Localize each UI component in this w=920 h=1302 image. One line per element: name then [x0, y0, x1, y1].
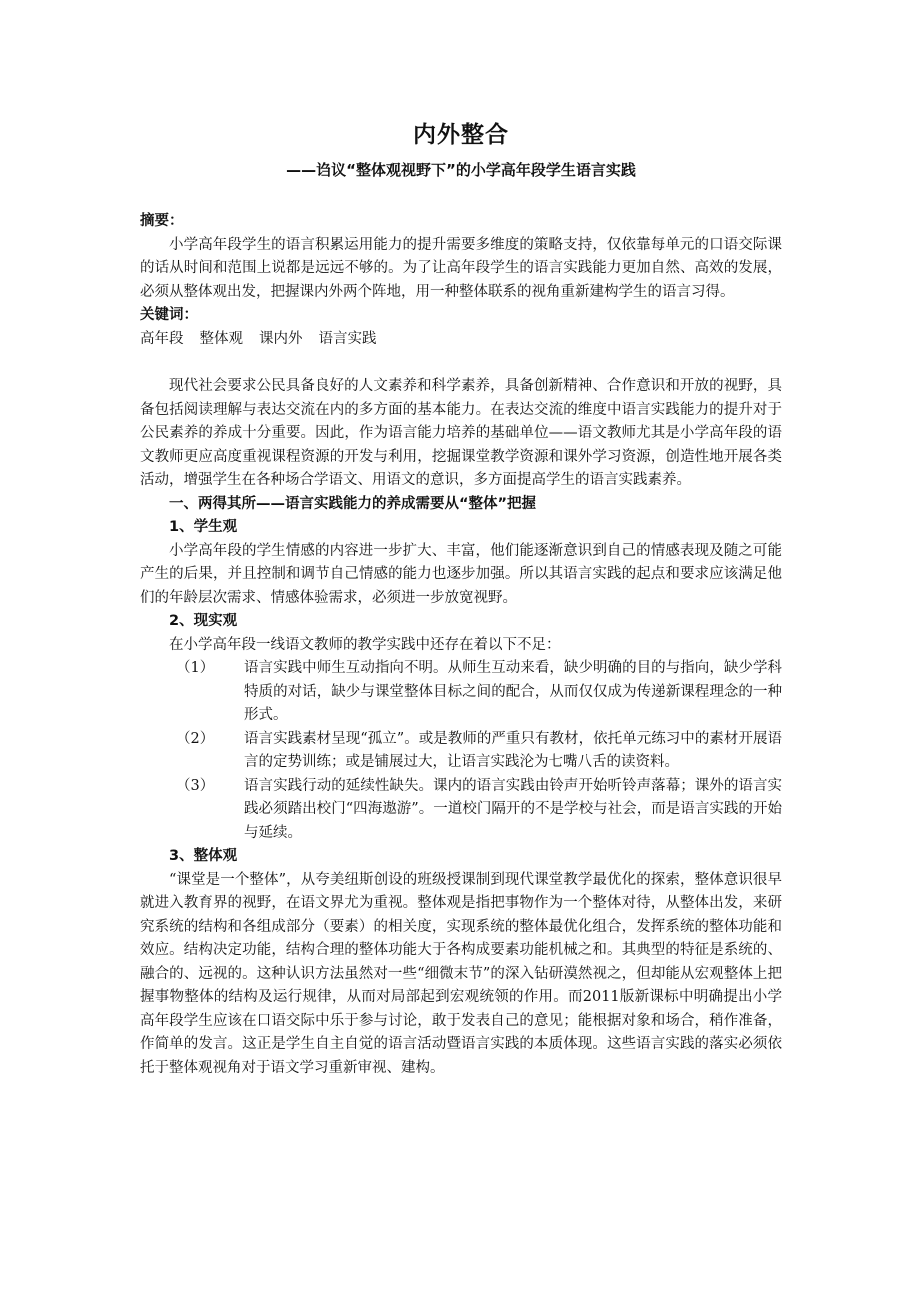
list-item-text: 语言实践行动的延续性缺失。课内的语言实践由铃声开始听铃声落幕；课外的语言实践必须踏出校门“四海遨游”。一道校门隔开的不是学校与社会，而是语言实践的开始与延续。 — [244, 777, 782, 841]
list-item — [140, 775, 782, 846]
subsection-paragraph: 在小学高年段一线语文教师的教学实践中还存在着以下不足： — [169, 636, 561, 653]
keywords-list — [140, 328, 782, 352]
keyword: 高年段 — [140, 330, 184, 347]
document-subtitle: ——诌议“整体观视野下”的小学高年段学生语言实践 — [286, 161, 636, 179]
list-item-text: 语言实践中师生互动指向不明。从师生互动来看，缺少明确的目的与指向，缺少学科特质的对话，缺少与课堂整体目标之间的配合，从而仅仅成为传递新课程理念的一种形式。 — [244, 660, 782, 723]
abstract-label: 摘要： — [140, 213, 184, 229]
subsection-paragraph: 小学高年段的学生情感的内容进一步扩大、丰富，他们能逐渐意识到自己的情感表现及随之可能产生的后果，并且控制和调节自己情感的能力也逐步加强。所以其语言实践的起点和要求应该满足他们的年龄层次需求、情感体验需求，必须进一步放宽视野。 — [140, 542, 782, 606]
document-title: 内外整合 — [413, 122, 509, 148]
subsection-heading: 2、现实观 — [169, 613, 238, 629]
subsection-paragraph: “课堂是一个整体”，从夸美纽斯创设的班级授课制到现代课堂教学最优化的探索，整体意识很早就进入教育界的视野，在语文界尤为重视。整体观是指把事物作为一个整体对待，从整体出发，来研究系统的结构和各组成部分（要素）的相关度，实现系统的整体最优化组合，发挥系统的整体功能和效应。结构决定功能，结构合理的整体功能大于各构成要素功能机械之和。其典型的特征是系统的、融合的、远视的。这种认识方法虽然对一些“细微末节”的深入钻研漠然视之，但却能从宏观整体上把握事物整体的结构及运行规律，从而对局部起到宏观统领的作用。而2011版新课标中明确提出小学高年段学生应该在口语交际中乐于参与讨论，敢于发表自己的意见；能根据对象和场合，稍作准备，作简单的发言。这正是学生自主自觉的语言活动暨语言实践的本质体现。这些语言实践的落实必须依托于整体观视角对于语文学习重新审视、建构。 — [140, 871, 782, 1076]
list-item-number: （1） — [176, 660, 215, 676]
keywords-label: 关键词： — [140, 307, 198, 323]
subsection-heading: 1、学生观 — [169, 519, 238, 535]
subsection-heading: 3、整体观 — [169, 848, 238, 864]
section-heading: 一、两得其所——语言实践能力的养成需要从“整体”把握 — [169, 495, 537, 512]
keyword: 整体观 — [199, 330, 243, 347]
deficiency-list — [140, 657, 782, 845]
spacer — [140, 351, 782, 375]
abstract-text: 小学高年段学生的语言积累运用能力的提升需要多维度的策略支持，仅依靠每单元的口语交际课的话从时间和范围上说都是远远不够的。为了让高年段学生的语言实践能力更加自然、高效的发展，必须从整体观出发，把握课内外两个阵地，用一种整体联系的视角重新建构学生的语言习得。 — [140, 236, 782, 300]
keyword: 课内外 — [259, 330, 303, 347]
keyword: 语言实践 — [318, 330, 377, 347]
list-item-number: （2） — [176, 730, 215, 747]
list-item-text: 语言实践素材呈现“孤立”。或是教师的严重只有教材，依托单元练习中的素材开展语言的定势训练；或是铺展过大，让语言实践沦为七嘴八舌的读资料。 — [244, 730, 782, 770]
intro-paragraph: 现代社会要求公民具备良好的人文素养和科学素养，具备创新精神、合作意识和开放的视野，具备包括阅读理解与表达交流在内的多方面的基本能力。在表达交流的维度中语言实践能力的提升对于公民素养的养成十分重要。因此，作为语言能力培养的基础单位——语文教师尤其是小学高年段的语文教师更应高度重视课程资源的开发与利用，挖掘课堂教学资源和课外学习资源，创造性地开展各类活动，增强学生在各种场合学语文、用语文的意识，多方面提高学生的语言实践素养。 — [140, 378, 782, 488]
list-item — [140, 728, 782, 775]
document-body — [140, 118, 782, 1080]
list-item-number: （3） — [176, 777, 215, 794]
list-item — [140, 657, 782, 728]
